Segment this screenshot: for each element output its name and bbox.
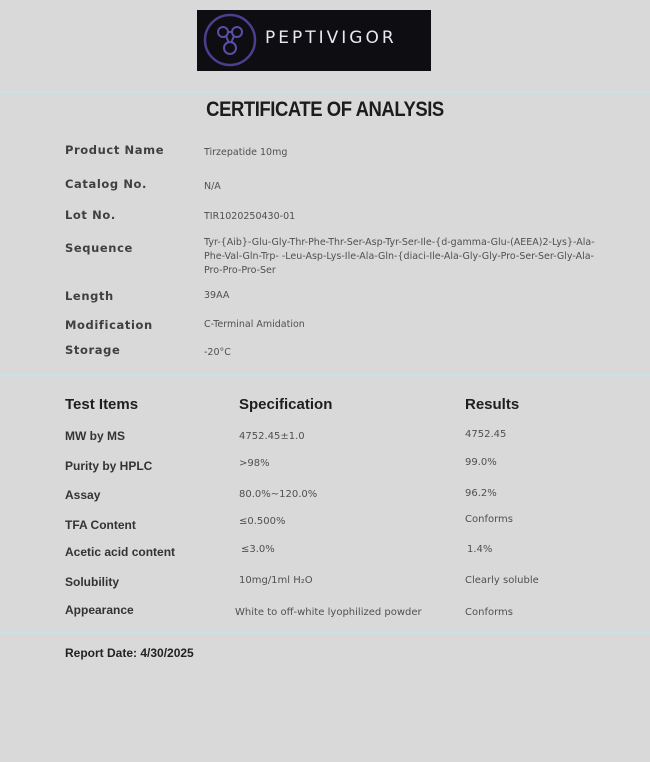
table-row-result: Conforms: [465, 607, 513, 618]
table-row-result: Clearly soluble: [465, 575, 539, 586]
molecule-logo-icon: [202, 12, 258, 68]
page-title: CERTIFICATE OF ANALYSIS: [206, 98, 444, 121]
table-row-spec: >98%: [239, 458, 270, 469]
table-row-spec: ≤3.0%: [241, 544, 275, 555]
table-row-spec: 4752.45±1.0: [239, 431, 305, 442]
info-label-storage: Storage: [65, 343, 121, 357]
table-row-item: Assay: [65, 488, 101, 502]
table-row-result: Conforms: [465, 514, 513, 525]
table-row-result: 99.0%: [465, 457, 497, 468]
brand-logo: [197, 10, 431, 71]
table-row-item: Solubility: [65, 575, 119, 589]
info-value-catalog-no: N/A: [204, 181, 221, 192]
table-row-spec: 10mg/1ml H₂O: [239, 575, 313, 586]
table-row-result: 96.2%: [465, 488, 497, 499]
table-row-spec: ≤0.500%: [239, 516, 286, 527]
table-row-item: Appearance: [65, 603, 134, 617]
info-label-modification: Modification: [65, 318, 153, 332]
info-value-modification: C-Terminal Amidation: [204, 319, 305, 330]
column-header-test-items: Test Items: [65, 396, 139, 413]
table-row-item: Acetic acid content: [65, 545, 176, 559]
info-label-catalog-no: Catalog No.: [65, 177, 148, 191]
brand-name: PEPTIVIGOR: [265, 28, 397, 48]
info-value-product-name: Tirzepatide 10mg: [204, 147, 288, 158]
column-header-specification: Specification: [239, 396, 333, 413]
info-label-sequence: Sequence: [65, 241, 133, 255]
column-header-results: Results: [465, 396, 520, 413]
info-label-lot-no: Lot No.: [65, 208, 116, 222]
info-label-product-name: Product Name: [65, 143, 165, 157]
table-row-spec: White to off-white lyophilized powder: [235, 607, 422, 618]
table-row-item: TFA Content: [65, 518, 136, 532]
table-row-result: 1.4%: [467, 544, 493, 555]
info-value-sequence: Tyr-{Aib}-Glu-Gly-Thr-Phe-Thr-Ser-Asp-Tyr-Ser-Ile-{d-gamma-Glu-(AEEA)2-Lys}-Ala-Phe-Val-Gln-Trp- -Leu-Asp-Lys-Ile-Ala-Gln-{diaci-Ile-Ala-Gly-Gly-Pro-Ser-Ser-Gly-Ala-Pro-Pro-Pro-Ser: [204, 237, 595, 276]
table-row-spec: 80.0%~120.0%: [239, 489, 318, 500]
info-value-length: 39AA: [204, 290, 230, 301]
table-row-item: MW by MS: [65, 429, 125, 443]
info-value-lot-no: TIR1020250430-01: [204, 211, 296, 222]
divider: [0, 632, 650, 634]
table-row-item: Purity by HPLC: [65, 459, 153, 473]
divider: [0, 374, 650, 376]
divider: [0, 91, 650, 93]
table-row-result: 4752.45: [465, 429, 507, 440]
report-date: Report Date: 4/30/2025: [65, 646, 194, 660]
info-label-length: Length: [65, 289, 114, 303]
info-value-storage: -20°C: [204, 347, 231, 358]
